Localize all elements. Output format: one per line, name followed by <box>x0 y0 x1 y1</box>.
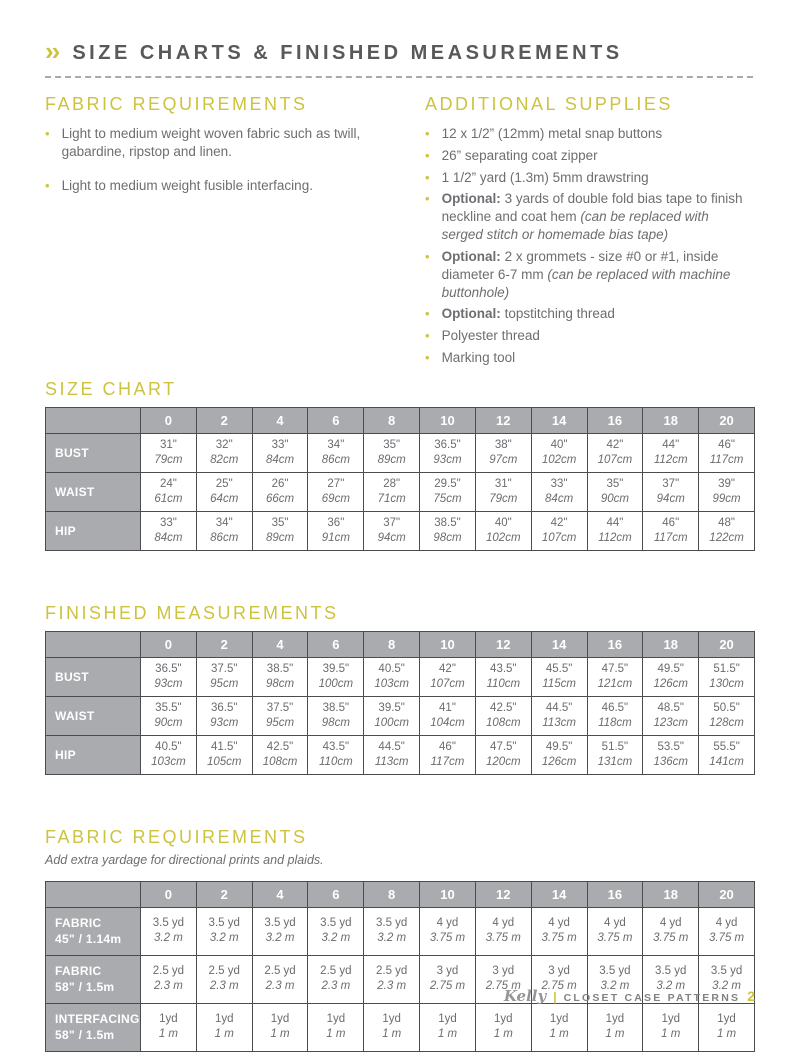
size-column-header: 4 <box>252 881 308 907</box>
measurement-cell: 39" 99cm <box>699 472 755 511</box>
measurement-cell: 44.5" 113cm <box>364 735 420 774</box>
list-item-text: Light to medium weight woven fabric such as twill, gabardine, ripstop and linen. <box>61 126 361 159</box>
size-column-header: 8 <box>364 407 420 433</box>
measurement-cell: 42" 107cm <box>587 433 643 472</box>
measurement-cell: 3.5 yd 3.2 m <box>141 907 197 955</box>
fabric-notes-list <box>45 125 393 194</box>
measurement-cell: 4 yd 3.75 m <box>420 907 476 955</box>
measurement-cell: 3.5 yd 3.2 m <box>252 907 308 955</box>
list-item-text: Optional: 3 yards of double fold bias tape to finish neckline and coat hem (can be replaced with serged stitch or homemade bias tape) <box>441 191 743 243</box>
measurement-cell: 28" 71cm <box>364 472 420 511</box>
table-row <box>46 696 755 735</box>
measurement-cell: 31" 79cm <box>475 472 531 511</box>
table-header-row <box>46 881 755 907</box>
measurement-cell: 1yd 1 m <box>196 1003 252 1051</box>
size-chart-section <box>45 379 753 551</box>
measurement-cell: 42" 107cm <box>531 511 587 550</box>
page-footer <box>504 987 755 1005</box>
measurement-cell: 35" 90cm <box>587 472 643 511</box>
bullet-icon: • <box>425 191 430 207</box>
list-item-text: Polyester thread <box>441 328 540 344</box>
measurement-cell: 36.5" 93cm <box>141 657 197 696</box>
measurement-cell: 1yd 1 m <box>141 1003 197 1051</box>
measurement-cell: 31" 79cm <box>141 433 197 472</box>
measurement-cell: 42" 107cm <box>420 657 476 696</box>
measurement-cell: 43.5" 110cm <box>308 735 364 774</box>
table-row <box>46 511 755 550</box>
measurement-cell: 37" 94cm <box>364 511 420 550</box>
size-column-header: 8 <box>364 881 420 907</box>
size-column-header: 18 <box>643 631 699 657</box>
size-column-header: 16 <box>587 631 643 657</box>
measurement-cell: 50.5" 128cm <box>699 696 755 735</box>
measurement-cell: 47.5" 121cm <box>587 657 643 696</box>
measurement-cell: 3.5 yd 3.2 m <box>196 907 252 955</box>
list-item <box>425 125 753 143</box>
fabric-requirements-table <box>45 881 755 1052</box>
size-column-header: 2 <box>196 631 252 657</box>
measurement-cell: 3.5 yd 3.2 m <box>587 955 643 1003</box>
measurement-cell: 32" 82cm <box>196 433 252 472</box>
measurement-cell: 36.5" 93cm <box>196 696 252 735</box>
fabric-notes-section <box>45 94 393 371</box>
list-item <box>425 327 753 345</box>
measurement-cell: 2.5 yd 2.3 m <box>196 955 252 1003</box>
measurement-cell: 51.5" 131cm <box>587 735 643 774</box>
table-header-row <box>46 407 755 433</box>
measurement-cell: 1yd 1 m <box>531 1003 587 1051</box>
measurement-cell: 38.5" 98cm <box>420 511 476 550</box>
size-column-header: 10 <box>420 407 476 433</box>
measurement-cell: 3.5 yd 3.2 m <box>699 955 755 1003</box>
size-column-header: 2 <box>196 881 252 907</box>
measurement-cell: 24" 61cm <box>141 472 197 511</box>
additional-supplies-heading: ADDITIONAL SUPPLIES <box>425 94 673 114</box>
row-label: FABRIC 45" / 1.14m <box>46 907 141 955</box>
bullet-icon: • <box>425 126 430 141</box>
bullet-icon: • <box>425 248 430 264</box>
measurement-cell: 1yd 1 m <box>587 1003 643 1051</box>
table-row <box>46 472 755 511</box>
size-column-header: 18 <box>643 881 699 907</box>
double-chevron-icon: ›› <box>45 36 59 66</box>
measurement-cell: 37.5" 95cm <box>196 657 252 696</box>
finished-measurements-heading: FINISHED MEASUREMENTS <box>45 602 339 623</box>
measurement-cell: 26" 66cm <box>252 472 308 511</box>
measurement-cell: 36" 91cm <box>308 511 364 550</box>
measurement-cell: 47.5" 120cm <box>475 735 531 774</box>
measurement-cell: 2.5 yd 2.3 m <box>308 955 364 1003</box>
fabric-requirements-section <box>45 827 753 1052</box>
measurement-cell: 49.5" 126cm <box>643 657 699 696</box>
measurement-cell: 4 yd 3.75 m <box>643 907 699 955</box>
list-item-text: Optional: topstitching thread <box>441 306 615 322</box>
additional-supplies-section <box>425 94 753 371</box>
finished-measurements-section <box>45 603 753 775</box>
page-header <box>45 36 753 66</box>
bullet-icon: • <box>425 328 430 344</box>
size-column-header: 16 <box>587 407 643 433</box>
bullet-icon: • <box>425 147 430 163</box>
measurement-cell: 55.5" 141cm <box>699 735 755 774</box>
measurement-cell: 44.5" 113cm <box>531 696 587 735</box>
table-row <box>46 907 755 955</box>
measurement-cell: 1yd 1 m <box>699 1003 755 1051</box>
measurement-cell: 1yd 1 m <box>475 1003 531 1051</box>
size-column-header: 4 <box>252 631 308 657</box>
measurement-cell: 34" 86cm <box>196 511 252 550</box>
table-corner-cell <box>46 881 141 907</box>
measurement-cell: 38" 97cm <box>475 433 531 472</box>
size-column-header: 12 <box>475 631 531 657</box>
measurement-cell: 1yd 1 m <box>308 1003 364 1051</box>
fabric-requirements-note: Add extra yardage for directional prints and plaids. <box>45 852 324 867</box>
measurement-cell: 4 yd 3.75 m <box>531 907 587 955</box>
measurement-cell: 4 yd 3.75 m <box>699 907 755 955</box>
bullet-icon: • <box>425 306 430 322</box>
measurement-cell: 33" 84cm <box>252 433 308 472</box>
size-column-header: 20 <box>699 881 755 907</box>
table-row <box>46 1003 755 1051</box>
measurement-cell: 4 yd 3.75 m <box>475 907 531 955</box>
list-item-text: 26” separating coat zipper <box>441 147 598 163</box>
measurement-cell: 51.5" 130cm <box>699 657 755 696</box>
size-column-header: 0 <box>141 881 197 907</box>
list-item-text: Optional: 2 x grommets - size #0 or #1, inside diameter 6-7 mm (can be replaced with machine buttonhole) <box>441 248 731 300</box>
measurement-cell: 33" 84cm <box>141 511 197 550</box>
list-item-text: 12 x 1/2” (12mm) metal snap buttons <box>441 126 663 141</box>
measurement-cell: 39.5" 100cm <box>364 696 420 735</box>
page-title: SIZE CHARTS & FINISHED MEASUREMENTS <box>72 41 623 64</box>
measurement-cell: 1yd 1 m <box>364 1003 420 1051</box>
size-column-header: 14 <box>531 881 587 907</box>
brand-name: CLOSET CASE PATTERNS <box>563 992 741 1004</box>
bullet-icon: • <box>425 169 430 185</box>
measurement-cell: 1yd 1 m <box>643 1003 699 1051</box>
list-item <box>425 248 753 301</box>
fabric-notes-heading: FABRIC REQUIREMENTS <box>45 94 308 114</box>
measurement-cell: 46.5" 118cm <box>587 696 643 735</box>
list-item <box>425 147 753 165</box>
measurement-cell: 3 yd 2.75 m <box>420 955 476 1003</box>
size-column-header: 6 <box>308 631 364 657</box>
size-chart-heading: SIZE CHART <box>45 378 177 399</box>
list-item <box>425 190 753 243</box>
list-item-text: 1 1/2” yard (1.3m) 5mm drawstring <box>441 169 649 185</box>
table-corner-cell <box>46 407 141 433</box>
table-row <box>46 433 755 472</box>
table-corner-cell <box>46 631 141 657</box>
row-label: INTERFACING 58" / 1.5m <box>46 1003 141 1051</box>
footer-separator: | <box>553 990 557 1004</box>
page-number: 2 <box>747 988 755 1004</box>
brand-logo-script: Kelly <box>503 987 547 1005</box>
measurement-cell: 53.5" 136cm <box>643 735 699 774</box>
intro-columns <box>45 94 753 371</box>
measurement-cell: 38.5" 98cm <box>252 657 308 696</box>
size-column-header: 2 <box>196 407 252 433</box>
size-column-header: 20 <box>699 407 755 433</box>
size-column-header: 8 <box>364 631 420 657</box>
list-item <box>425 305 753 323</box>
row-label: WAIST <box>46 472 141 511</box>
row-label: WAIST <box>46 696 141 735</box>
row-label: HIP <box>46 735 141 774</box>
list-item-text: Light to medium weight fusible interfacing. <box>61 177 313 193</box>
measurement-cell: 37.5" 95cm <box>252 696 308 735</box>
measurement-cell: 1yd 1 m <box>420 1003 476 1051</box>
row-label: FABRIC 58" / 1.5m <box>46 955 141 1003</box>
size-column-header: 14 <box>531 631 587 657</box>
measurement-cell: 33" 84cm <box>531 472 587 511</box>
measurement-cell: 46" 117cm <box>643 511 699 550</box>
table-row <box>46 657 755 696</box>
size-column-header: 0 <box>141 407 197 433</box>
measurement-cell: 46" 117cm <box>699 433 755 472</box>
size-column-header: 10 <box>420 881 476 907</box>
additional-supplies-list <box>425 125 753 367</box>
measurement-cell: 3.5 yd 3.2 m <box>308 907 364 955</box>
size-column-header: 20 <box>699 631 755 657</box>
row-label: HIP <box>46 511 141 550</box>
measurement-cell: 36.5" 93cm <box>420 433 476 472</box>
measurement-cell: 2.5 yd 2.3 m <box>141 955 197 1003</box>
table-row <box>46 735 755 774</box>
size-column-header: 4 <box>252 407 308 433</box>
bullet-icon: • <box>45 177 50 193</box>
size-column-header: 12 <box>475 407 531 433</box>
bullet-icon: • <box>45 126 50 141</box>
measurement-cell: 3 yd 2.75 m <box>531 955 587 1003</box>
list-item <box>45 177 393 195</box>
size-column-header: 6 <box>308 407 364 433</box>
fabric-requirements-heading: FABRIC REQUIREMENTS <box>45 826 308 847</box>
measurement-cell: 4 yd 3.75 m <box>587 907 643 955</box>
row-label: BUST <box>46 657 141 696</box>
measurement-cell: 40" 102cm <box>531 433 587 472</box>
measurement-cell: 27" 69cm <box>308 472 364 511</box>
measurement-cell: 35.5" 90cm <box>141 696 197 735</box>
measurement-cell: 3 yd 2.75 m <box>475 955 531 1003</box>
size-column-header: 14 <box>531 407 587 433</box>
measurement-cell: 1yd 1 m <box>252 1003 308 1051</box>
table-header-row <box>46 631 755 657</box>
measurement-cell: 29.5" 75cm <box>420 472 476 511</box>
measurement-cell: 45.5" 115cm <box>531 657 587 696</box>
measurement-cell: 42.5" 108cm <box>252 735 308 774</box>
measurement-cell: 25" 64cm <box>196 472 252 511</box>
dashed-divider <box>45 76 753 78</box>
size-column-header: 10 <box>420 631 476 657</box>
measurement-cell: 49.5" 126cm <box>531 735 587 774</box>
size-column-header: 16 <box>587 881 643 907</box>
measurement-cell: 46" 117cm <box>420 735 476 774</box>
measurement-cell: 48.5" 123cm <box>643 696 699 735</box>
measurement-cell: 34" 86cm <box>308 433 364 472</box>
measurement-cell: 38.5" 98cm <box>308 696 364 735</box>
size-column-header: 18 <box>643 407 699 433</box>
list-item <box>45 125 393 161</box>
measurement-cell: 3.5 yd 3.2 m <box>643 955 699 1003</box>
measurement-cell: 41.5" 105cm <box>196 735 252 774</box>
measurement-cell: 35" 89cm <box>364 433 420 472</box>
measurement-cell: 40.5" 103cm <box>141 735 197 774</box>
measurement-cell: 3.5 yd 3.2 m <box>364 907 420 955</box>
measurement-cell: 2.5 yd 2.3 m <box>252 955 308 1003</box>
measurement-cell: 44" 112cm <box>587 511 643 550</box>
measurement-cell: 41" 104cm <box>420 696 476 735</box>
measurement-cell: 2.5 yd 2.3 m <box>364 955 420 1003</box>
finished-measurements-table <box>45 631 755 775</box>
size-column-header: 6 <box>308 881 364 907</box>
measurement-cell: 35" 89cm <box>252 511 308 550</box>
measurement-cell: 39.5" 100cm <box>308 657 364 696</box>
measurement-cell: 40" 102cm <box>475 511 531 550</box>
bullet-icon: • <box>425 349 430 365</box>
measurement-cell: 42.5" 108cm <box>475 696 531 735</box>
size-column-header: 12 <box>475 881 531 907</box>
measurement-cell: 44" 112cm <box>643 433 699 472</box>
list-item <box>425 169 753 187</box>
measurement-cell: 40.5" 103cm <box>364 657 420 696</box>
list-item <box>425 349 753 367</box>
list-item-text: Marking tool <box>441 349 516 365</box>
measurement-cell: 48" 122cm <box>699 511 755 550</box>
size-chart-table <box>45 407 755 551</box>
measurement-cell: 43.5" 110cm <box>475 657 531 696</box>
measurement-cell: 37" 94cm <box>643 472 699 511</box>
size-column-header: 0 <box>141 631 197 657</box>
row-label: BUST <box>46 433 141 472</box>
